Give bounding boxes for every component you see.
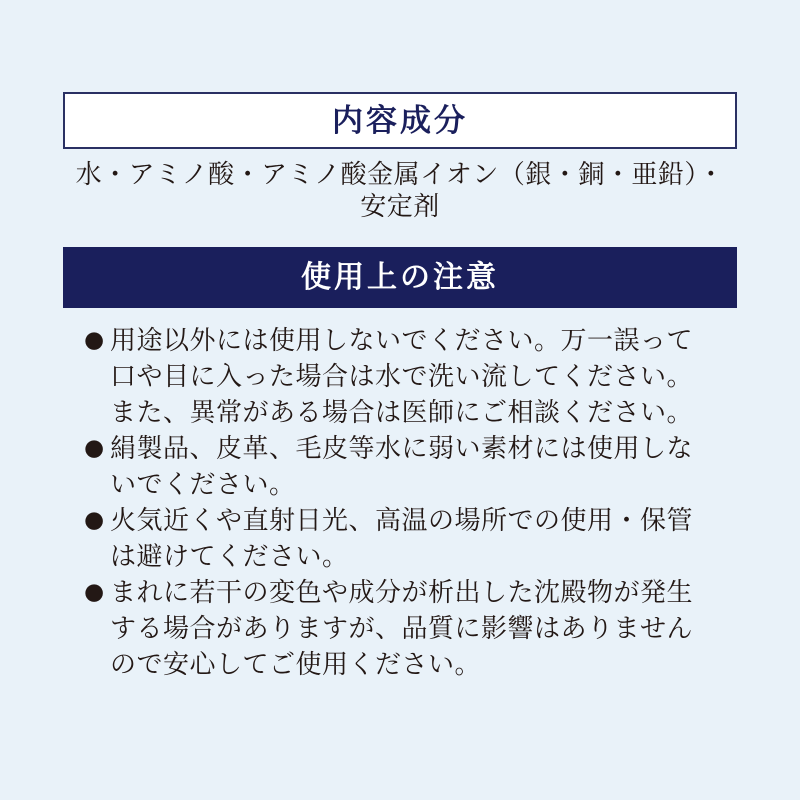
precaution-text: 絹製品、皮革、毛皮等水に弱い素材には使用しないでください。 <box>110 433 694 499</box>
precautions-section-header <box>63 247 737 308</box>
precaution-text: 火気近くや直射日光、高温の場所での使用・保管は避けてください。 <box>110 505 694 571</box>
ingredients-text: 水・アミノ酸・アミノ酸金属イオン（銀・銅・亜鉛）・安定剤 <box>75 159 725 221</box>
precaution-text: まれに若干の変色や成分が析出した沈殿物が発生する場合がありますが、品質に影響はありませんので安心してご使用ください。 <box>110 577 694 679</box>
precautions-header-title: 使用上の注意 <box>301 260 499 294</box>
bullet-icon: ● <box>84 507 105 533</box>
precaution-item <box>84 574 716 682</box>
precaution-item <box>84 430 716 502</box>
ingredients-section-header <box>63 92 737 149</box>
precaution-text: 用途以外には使用しないでください。万一誤って口や目に入った場合は水で洗い流してください。また、異常がある場合は医師にご相談ください。 <box>110 325 694 427</box>
bullet-icon: ● <box>84 327 105 353</box>
precaution-item <box>84 322 716 430</box>
bullet-icon: ● <box>84 435 105 461</box>
precaution-item <box>84 502 716 574</box>
ingredients-header-title: 内容成分 <box>332 103 468 138</box>
precautions-list <box>84 322 716 682</box>
bullet-icon: ● <box>84 579 105 605</box>
